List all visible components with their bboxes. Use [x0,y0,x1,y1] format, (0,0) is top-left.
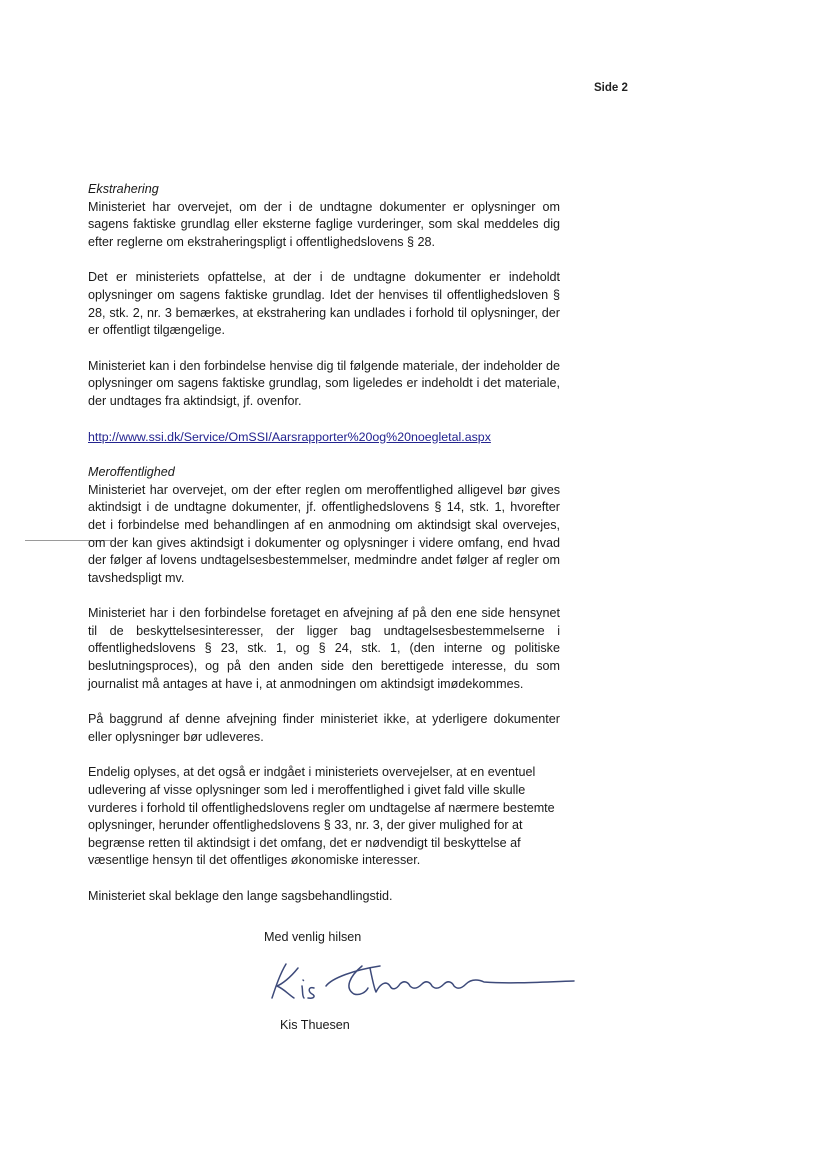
paragraph-meroffentlighed-2: Ministeriet har i den forbindelse foretaget en afvejning af på den ene side hensynet til de beskyttelsesinteresser, der ligger bag undtagelsesbestemmelserne i offentlighedslovens § 23, stk. 1, og § 24, stk. 1, (den interne og politiske beslutningsproces), og på den anden side den berettigede interesse, du som journalist må antages at have i, at anmodningen om aktindsigt imødekommes. [88,606,560,691]
section-heading-ekstrahering: Ekstrahering [88,182,159,196]
handwritten-signature [262,952,582,1012]
signer-name: Kis Thuesen [280,1018,350,1032]
paragraph-meroffentlighed-1: Ministeriet har overvejet, om der efter reglen om meroffentlighed alligevel bør gives aktindsigt i de undtagne dokumenter, jf. offentlighedslovens § 14, stk. 1, hvorefter det i forbindelse med behandlingen af en anmodning om aktindsigt skal overvejes, om der kan gives aktindsigt i dokumenter og oplysninger i videre omfang, end hvad der følger af lovens undtagelsesbestemmelser, medmindre andet følger af regler om tavshedspligt mv. [88,482,560,585]
paragraph-ekstrahering-2: Det er ministeriets opfattelse, at der i de undtagne dokumenter er indeholdt oplysninger om sagens faktiske grundlag. Idet der henvises til offentlighedsloven § 28, stk. 2, nr. 3 bemærkes, at ekstrahering kan undlades i forhold til oplysninger, der er offentligt tilgængelige. [88,270,560,338]
section-heading-meroffentlighed: Meroffentlighed [88,465,175,480]
closing-greeting: Med venlig hilsen [264,930,362,944]
reference-link[interactable]: http://www.ssi.dk/Service/OmSSI/Aarsrapporter%20og%20noegletal.aspx [88,429,491,444]
paragraph-ekstrahering-3: Ministeriet kan i den forbindelse henvise dig til følgende materiale, der indeholder de oplysninger om sagens faktiske grundlag, som ligeledes er indeholdt i det materiale, der undtages fra aktindsigt, jf. ovenfor. [88,358,560,408]
page-number: Side 2 [594,82,628,94]
paragraph-meroffentlighed-3: På baggrund af denne afvejning finder ministeriet ikke, at yderligere dokumenter eller oplysninger bør udleveres. [88,712,560,744]
letter-body [88,181,560,924]
paragraph-ekstrahering-1: Ministeriet har overvejet, om der i de undtagne dokumenter er oplysninger om sagens faktiske grundlag eller eksterne faglige vurderinger, som skal meddeles dig efter reglerne om ekstraheringspligt i offentlighedslovens § 28. [88,199,560,249]
paragraph-meroffentlighed-4: Endelig oplyses, at det også er indgået i ministeriets overvejelser, at en eventuel udlevering af visse oplysninger som led i meroffentlighed i givet fald ville skulle vurderes i forhold til offentlighedslovens regler om undtagelse af nærmere bestemte oplysninger, herunder offentlighedslovens § 33, nr. 3, der giver mulighed for at begrænse retten til aktindsigt i det omfang, det er nødvendigt til beskyttelse af væsentlige hensyn til det offentliges økonomiske interesser. [88,765,555,868]
paragraph-apology: Ministeriet skal beklage den lange sagsbehandlingstid. [88,889,393,903]
